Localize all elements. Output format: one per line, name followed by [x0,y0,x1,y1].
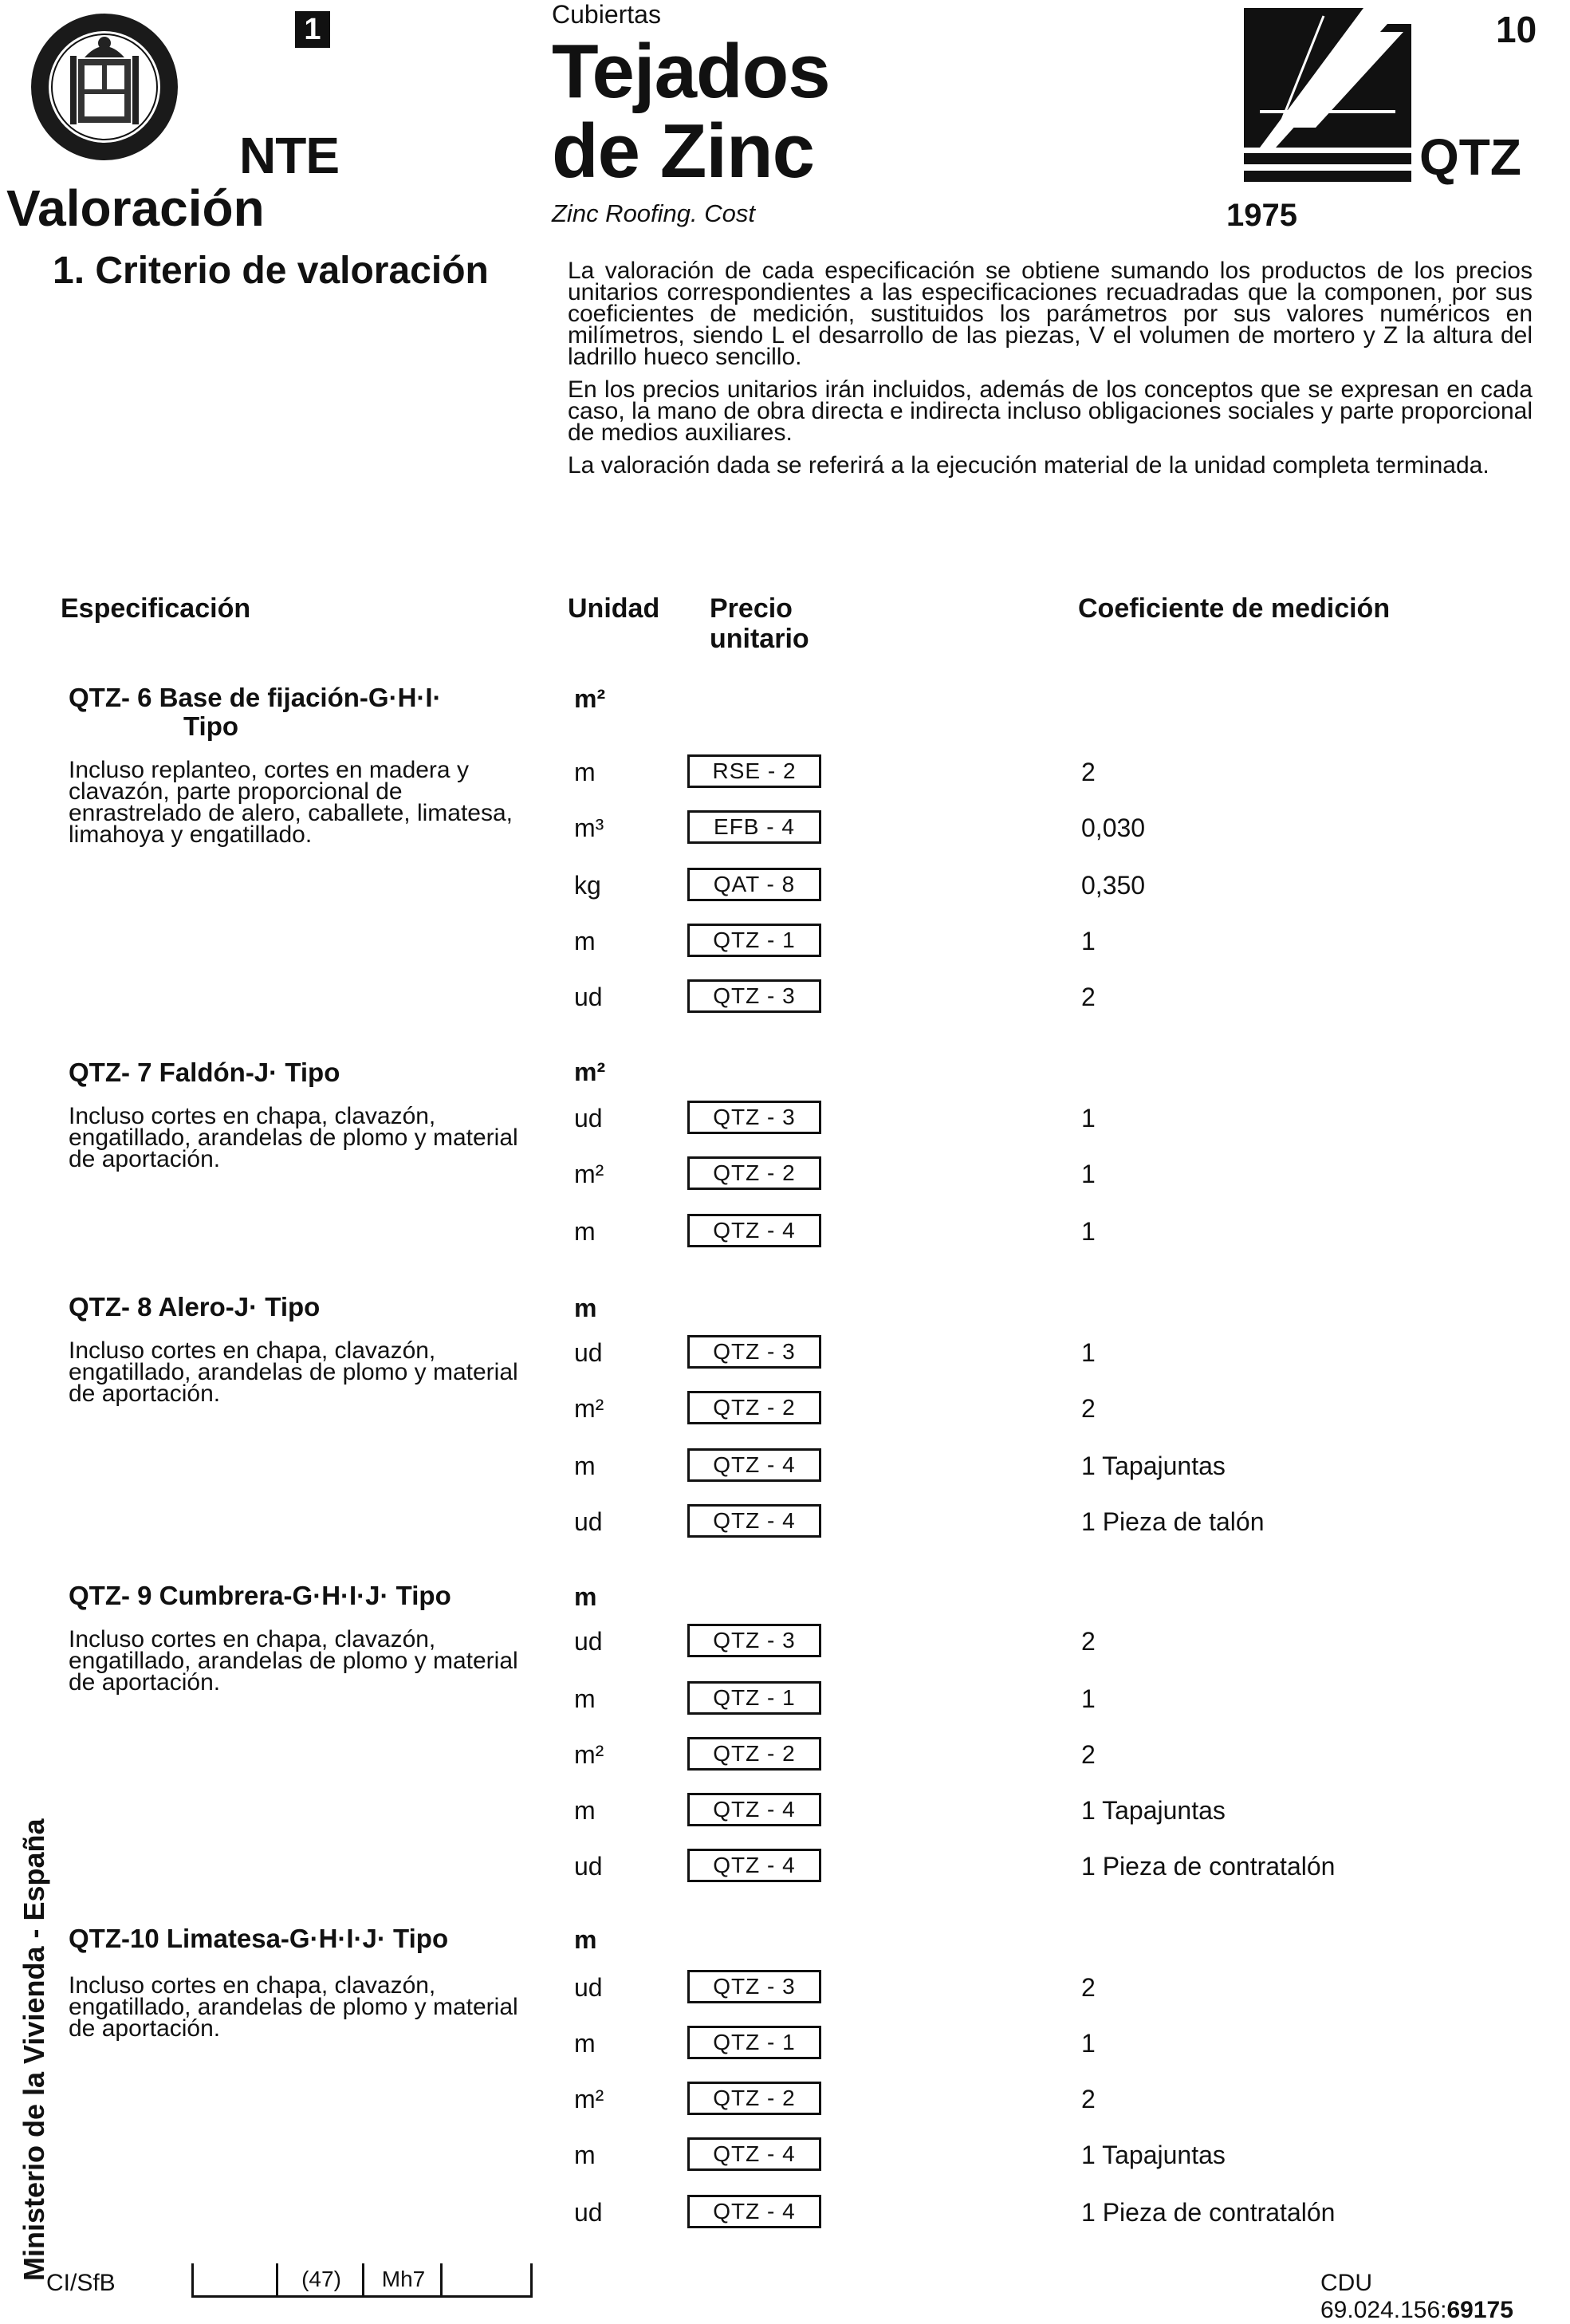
row-unit: kg [574,871,601,900]
unit-price-code: RSE - 2 [687,754,821,788]
roof-pictogram-icon [1244,8,1411,182]
unit-price-code: QAT - 8 [687,868,821,901]
collection-label: NTE [239,127,339,184]
spec-description: Incluso replanteo, cortes en madera y clavazón, parte proporcional de enrastrelado de alero, caballete, limatesa, limahoya y engatillado. [69,757,513,848]
row-coefficient: 1 [1081,1160,1096,1188]
unit-price-code: QTZ - 2 [687,1156,821,1190]
row-unit: ud [574,1507,603,1536]
criteria-paragraph: En los precios unitarios irán incluidos, además de los conceptos que se expresan en cada caso, la mano de obra directa e indirecta incluso obligaciones sociales y parte proporcional de medios auxiliares. [568,376,1533,446]
row-unit: ud [574,2198,603,2227]
row-coefficient: 2 [1081,2085,1096,2113]
unit-price-code: QTZ - 3 [687,979,821,1013]
row-unit: m² [574,2085,604,2113]
spec-unit: m² [574,1058,606,1086]
row-coefficient: 1 [1081,1217,1096,1246]
spec-title: QTZ- 7 Faldón-J· Tipo [69,1058,340,1087]
series-label: Cubiertas [552,0,661,29]
row-coefficient: 1 [1081,1338,1096,1367]
document-title-line1: Tejados [552,29,830,114]
row-unit: m² [574,1160,604,1188]
row-coefficient: 1 Pieza de contratalón [1081,2198,1336,2227]
unit-price-code: QTZ - 2 [687,2082,821,2115]
ministry-seal [29,11,180,163]
row-unit: m [574,2029,596,2058]
row-coefficient: 1 [1081,1684,1096,1713]
spec-description: Incluso cortes en chapa, clavazón, engatillado, arandelas de plomo y material de aportación. [69,1972,518,2042]
unit-price-code: QTZ - 2 [687,1737,821,1771]
column-header-price-line2: unitario [710,624,809,654]
row-coefficient: 0,350 [1081,871,1146,900]
row-unit: m [574,1452,596,1480]
english-subtitle: Zinc Roofing. Cost [552,199,755,227]
row-unit: m [574,1796,596,1825]
spec-unit: m² [574,684,606,713]
row-unit: m [574,2141,596,2169]
unit-price-code: QTZ - 1 [687,2026,821,2059]
document-title-line2: de Zinc [552,108,815,194]
column-header-coef: Coeficiente de medición [1078,593,1391,624]
cisfb-box: Mh7 [362,2263,443,2298]
unit-price-code: QTZ - 2 [687,1391,821,1424]
cisfb-box: (47) [276,2263,364,2298]
cisfb-label: CI/SfB [46,2270,116,2296]
cdu-prefix: CDU 69.024.156: [1320,2270,1447,2323]
row-coefficient: 1 Pieza de contratalón [1081,1852,1336,1881]
column-header-unit: Unidad [568,593,660,624]
unit-price-code: QTZ - 4 [687,1504,821,1538]
spec-description: Incluso cortes en chapa, clavazón, engatillado, arandelas de plomo y material de aportación. [69,1337,518,1407]
row-coefficient: 1 Tapajuntas [1081,1452,1226,1480]
cdu-suffix: 69175 [1446,2297,1513,2323]
unit-price-code: QTZ - 4 [687,2137,821,2171]
criteria-text [568,260,1533,487]
row-coefficient: 2 [1081,1740,1096,1769]
row-coefficient: 1 [1081,927,1096,955]
column-header-price [710,593,809,654]
document-code: QTZ [1419,128,1521,186]
row-unit: ud [574,1338,603,1367]
row-unit: ud [574,1104,603,1132]
spec-title: QTZ-10 Limatesa-G·H·I·J· Tipo [69,1924,449,1953]
row-unit: m [574,1684,596,1713]
unit-price-code: QTZ - 1 [687,1681,821,1715]
spec-description: Incluso cortes en chapa, clavazón, engatillado, arandelas de plomo y material de aportación. [69,1626,518,1696]
row-unit: m [574,927,596,955]
unit-price-code: QTZ - 4 [687,2195,821,2228]
unit-price-code: EFB - 4 [687,810,821,844]
spec-unit: m [574,1582,597,1611]
unit-price-code: QTZ - 4 [687,1849,821,1882]
criteria-paragraph: La valoración de cada especificación se obtiene sumando los productos de los precios unitarios correspondientes a las especificaciones recuadradas que la componen, por sus coeficientes de medición, sustituidos los parámetros por sus valores numéricos en milímetros, siendo L el desarrollo de las piezas, V el volumen de mortero y Z la altura del ladrillo hueco sencillo. [568,258,1533,370]
spec-unit: m [574,1925,597,1954]
criteria-paragraph: La valoración dada se referirá a la ejecución material de la unidad completa terminada. [568,452,1489,479]
row-unit: ud [574,1627,603,1656]
row-unit: ud [574,1852,603,1881]
row-unit: m² [574,1740,604,1769]
unit-price-code: QTZ - 3 [687,1101,821,1134]
cisfb-box [191,2263,278,2298]
row-unit: ud [574,1973,603,2002]
spec-title: QTZ- 8 Alero-J· Tipo [69,1292,321,1322]
unit-price-code: QTZ - 4 [687,1793,821,1826]
row-unit: ud [574,983,603,1011]
row-coefficient: 2 [1081,1973,1096,2002]
row-coefficient: 1 Tapajuntas [1081,1796,1226,1825]
row-coefficient: 1 Tapajuntas [1081,2141,1226,2169]
spec-title-cont: Tipo [183,711,239,741]
criteria-heading: 1. Criterio de valoración [53,250,489,292]
unit-price-code: QTZ - 4 [687,1214,821,1247]
spec-unit: m [574,1294,597,1322]
row-coefficient: 1 [1081,1104,1096,1132]
column-header-price-line1: Precio [710,593,793,624]
unit-price-code: QTZ - 1 [687,924,821,957]
row-coefficient: 2 [1081,1627,1096,1656]
row-unit: m [574,758,596,786]
row-unit: m² [574,1394,604,1423]
ministry-vertical-label: Ministerio de la Vivienda - España [18,1818,50,2281]
cdu-code [1320,2270,1570,2324]
row-unit: m [574,1217,596,1246]
row-coefficient: 1 [1081,2029,1096,2058]
sheet-number-box: 1 [295,11,330,48]
cisfb-box [440,2263,533,2298]
unit-price-code: QTZ - 3 [687,1624,821,1657]
row-coefficient: 0,030 [1081,813,1146,842]
unit-price-code: QTZ - 3 [687,1970,821,2003]
spec-title: QTZ- 6 Base de fijación-G·H·I· [69,683,442,712]
page-number: 10 [1496,9,1537,50]
section-title: Valoración [6,179,265,237]
row-unit: m³ [574,813,604,842]
row-coefficient: 2 [1081,758,1096,786]
spec-description: Incluso cortes en chapa, clavazón, engatillado, arandelas de plomo y material de aportación. [69,1103,518,1172]
unit-price-code: QTZ - 3 [687,1335,821,1369]
row-coefficient: 1 Pieza de talón [1081,1507,1265,1536]
row-coefficient: 2 [1081,1394,1096,1423]
row-coefficient: 2 [1081,983,1096,1011]
column-header-spec: Especificación [61,593,251,624]
unit-price-code: QTZ - 4 [687,1448,821,1482]
edition-year: 1975 [1226,198,1297,233]
spec-title: QTZ- 9 Cumbrera-G·H·I·J· Tipo [69,1581,451,1610]
